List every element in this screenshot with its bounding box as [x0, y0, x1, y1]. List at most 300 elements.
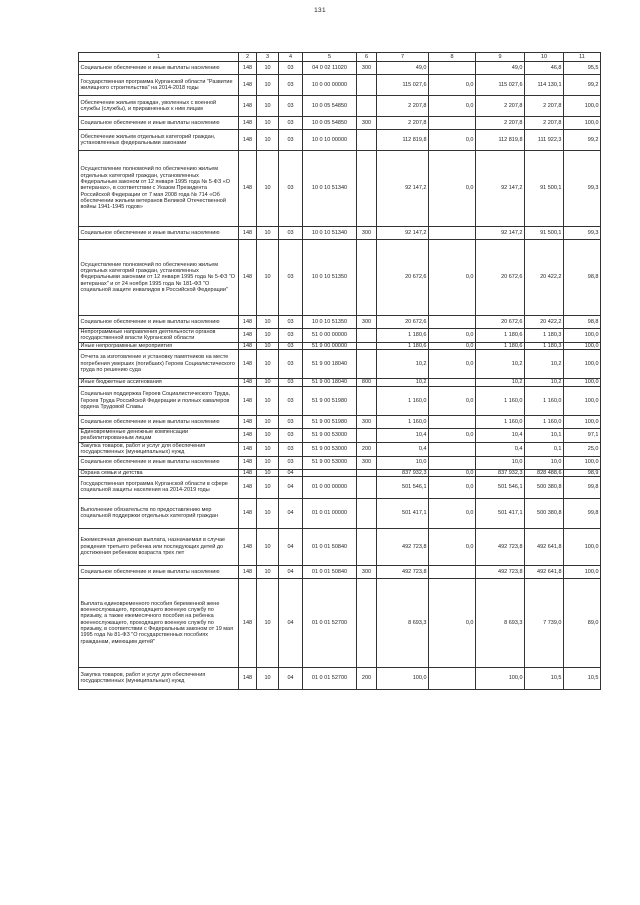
cell-col-5: 01 0 01 50840: [303, 528, 357, 565]
cell-col-3: 10: [257, 342, 279, 349]
cell-col-3: 10: [257, 75, 279, 96]
cell-col-10: 10,1: [525, 428, 564, 442]
cell-col-7: 112 819,8: [377, 130, 429, 151]
cell-col-8: 0,0: [429, 528, 476, 565]
cell-col-2: 148: [239, 130, 257, 151]
row-description: Охрана семьи и детства: [79, 469, 239, 476]
cell-col-9: 92 147,2: [476, 227, 525, 240]
cell-col-4: 03: [279, 75, 303, 96]
cell-col-9: 10,0: [476, 456, 525, 469]
table-row: [79, 498, 601, 528]
cell-col-10: 1 160,0: [525, 386, 564, 415]
cell-col-4: 03: [279, 329, 303, 343]
column-header: 4: [279, 53, 303, 62]
cell-col-5: 10 0 05 54850: [303, 96, 357, 117]
cell-col-11: 100,0: [564, 349, 601, 378]
cell-col-6: [357, 578, 377, 667]
cell-col-9: 10,2: [476, 378, 525, 386]
cell-col-2: 148: [239, 498, 257, 528]
table-row: [79, 329, 601, 343]
cell-col-4: 03: [279, 378, 303, 386]
cell-col-11: 99,3: [564, 151, 601, 227]
cell-col-6: [357, 386, 377, 415]
cell-col-9: 10,4: [476, 428, 525, 442]
cell-col-3: 10: [257, 151, 279, 227]
cell-col-7: 10,4: [377, 428, 429, 442]
cell-col-10: 7 739,0: [525, 578, 564, 667]
table-row: [79, 528, 601, 565]
cell-col-10: 1 180,3: [525, 329, 564, 343]
column-header: 1: [79, 53, 239, 62]
cell-col-2: 148: [239, 386, 257, 415]
row-description: Социальное обеспечение и иные выплаты населению: [79, 316, 239, 329]
cell-col-4: 03: [279, 428, 303, 442]
cell-col-5: 01 0 01 00000: [303, 498, 357, 528]
cell-col-5: 04 0 02 11020: [303, 62, 357, 75]
table-row: [79, 578, 601, 667]
cell-col-2: 148: [239, 442, 257, 456]
cell-col-7: 1 160,0: [377, 386, 429, 415]
cell-col-7: 92 147,2: [377, 227, 429, 240]
cell-col-3: 10: [257, 456, 279, 469]
cell-col-7: 492 723,8: [377, 528, 429, 565]
cell-col-9: 8 693,3: [476, 578, 525, 667]
cell-col-8: 0,0: [429, 349, 476, 378]
cell-col-2: 148: [239, 528, 257, 565]
cell-col-9: 1 160,0: [476, 415, 525, 428]
cell-col-11: 100,0: [564, 117, 601, 130]
cell-col-11: 98,8: [564, 316, 601, 329]
row-description: Обеспечение жильем отдельных категорий граждан, установленных федеральными законами: [79, 130, 239, 151]
cell-col-4: 04: [279, 469, 303, 476]
cell-col-11: 100,0: [564, 565, 601, 578]
row-description: Социальное обеспечение и иные выплаты населению: [79, 227, 239, 240]
cell-col-4: 03: [279, 415, 303, 428]
row-description: Иные бюджетные ассигнования: [79, 378, 239, 386]
cell-col-3: 10: [257, 667, 279, 689]
column-header: 11: [564, 53, 601, 62]
table-row: [79, 386, 601, 415]
cell-col-3: 10: [257, 117, 279, 130]
cell-col-8: 0,0: [429, 428, 476, 442]
cell-col-6: [357, 469, 377, 476]
cell-col-11: 100,0: [564, 96, 601, 117]
row-description: Государственная программа Курганской области в сфере социальной защиты населения на 2014-2019 годы: [79, 476, 239, 498]
cell-col-4: 04: [279, 565, 303, 578]
row-description: Закупка товаров, работ и услуг для обеспечения государственных (муниципальных) нужд: [79, 442, 239, 456]
cell-col-4: 03: [279, 117, 303, 130]
table-row: [79, 378, 601, 386]
cell-col-11: 100,0: [564, 528, 601, 565]
cell-col-2: 148: [239, 378, 257, 386]
row-description: Выполнение обязательств по предоставлению мер социальной поддержки отдельных категорий граждан: [79, 498, 239, 528]
cell-col-5: 10 0 00 00000: [303, 75, 357, 96]
cell-col-8: [429, 667, 476, 689]
cell-col-8: [429, 442, 476, 456]
cell-col-4: 03: [279, 342, 303, 349]
table-row: [79, 130, 601, 151]
table-body: [79, 53, 601, 690]
row-description: Иные непрограммные мероприятия: [79, 342, 239, 349]
cell-col-2: 148: [239, 342, 257, 349]
cell-col-3: 10: [257, 62, 279, 75]
cell-col-5: 10 0 10 51340: [303, 151, 357, 227]
cell-col-7: 49,0: [377, 62, 429, 75]
cell-col-8: 0,0: [429, 151, 476, 227]
cell-col-11: 100,0: [564, 415, 601, 428]
cell-col-10: 828 488,6: [525, 469, 564, 476]
cell-col-4: 04: [279, 498, 303, 528]
row-description: Ежемесячная денежная выплата, назначаемая в случае рождения третьего ребенка или последующих детей до достижения ребенком возраста трех лет: [79, 528, 239, 565]
table-row: [79, 469, 601, 476]
cell-col-7: 1 180,6: [377, 329, 429, 343]
table-row: [79, 349, 601, 378]
cell-col-2: 148: [239, 578, 257, 667]
cell-col-9: 837 932,3: [476, 469, 525, 476]
cell-col-10: 0,1: [525, 442, 564, 456]
cell-col-4: 03: [279, 240, 303, 316]
cell-col-6: [357, 342, 377, 349]
cell-col-11: 100,0: [564, 386, 601, 415]
cell-col-5: 01 0 01 52700: [303, 578, 357, 667]
cell-col-6: 800: [357, 378, 377, 386]
table-row: [79, 62, 601, 75]
cell-col-6: 200: [357, 442, 377, 456]
cell-col-11: 99,2: [564, 75, 601, 96]
cell-col-6: 300: [357, 456, 377, 469]
cell-col-4: 03: [279, 316, 303, 329]
row-description: Государственная программа Курганской области "Развитие жилищного строительства" на 2014-2018 годы: [79, 75, 239, 96]
cell-col-10: 492 641,8: [525, 565, 564, 578]
cell-col-9: 501 417,1: [476, 498, 525, 528]
cell-col-4: 04: [279, 528, 303, 565]
cell-col-9: 501 546,1: [476, 476, 525, 498]
row-description: Социальное обеспечение и иные выплаты населению: [79, 456, 239, 469]
cell-col-2: 148: [239, 240, 257, 316]
cell-col-3: 10: [257, 428, 279, 442]
cell-col-8: [429, 62, 476, 75]
cell-col-11: 10,5: [564, 667, 601, 689]
cell-col-8: [429, 456, 476, 469]
cell-col-9: 10,2: [476, 349, 525, 378]
cell-col-11: 98,9: [564, 469, 601, 476]
cell-col-4: 03: [279, 456, 303, 469]
cell-col-2: 148: [239, 62, 257, 75]
cell-col-9: 0,4: [476, 442, 525, 456]
table-row: [79, 565, 601, 578]
cell-col-3: 10: [257, 378, 279, 386]
cell-col-7: 1 180,6: [377, 342, 429, 349]
row-description: Непрограммные направления деятельности органов государственной власти Курганской области: [79, 329, 239, 343]
table-row: [79, 342, 601, 349]
cell-col-5: 51 9 00 18040: [303, 378, 357, 386]
cell-col-11: 97,1: [564, 428, 601, 442]
cell-col-5: 51 9 00 00000: [303, 342, 357, 349]
cell-col-6: [357, 428, 377, 442]
row-description: Обеспечение жильем граждан, уволенных с военной службы (службы), и приравненных к ним лицам: [79, 96, 239, 117]
row-description: Осуществление полномочий по обеспечению жильем отдельных категорий граждан, установленных Федеральными законами от 12 января 1995 года № 5-ФЗ "О ветеранах" и от 24 ноября 1995 года № 181-ФЗ "О социальной защите инвалидов в Российской Федерации": [79, 240, 239, 316]
cell-col-5: 51 9 00 53000: [303, 428, 357, 442]
cell-col-8: 0,0: [429, 469, 476, 476]
table-row: [79, 316, 601, 329]
cell-col-11: 99,3: [564, 227, 601, 240]
budget-table: [78, 52, 601, 690]
cell-col-6: [357, 75, 377, 96]
column-header: 10: [525, 53, 564, 62]
cell-col-6: 300: [357, 415, 377, 428]
cell-col-2: 148: [239, 456, 257, 469]
cell-col-6: [357, 96, 377, 117]
cell-col-5: [303, 469, 357, 476]
cell-col-7: 8 693,3: [377, 578, 429, 667]
cell-col-7: 2 207,8: [377, 117, 429, 130]
cell-col-10: 500 380,8: [525, 498, 564, 528]
cell-col-3: 10: [257, 442, 279, 456]
row-description: Отчета за изготовление и установку памятников на месте погребения умерших (погибших) Героев Социалистического труда по решению суда: [79, 349, 239, 378]
cell-col-2: 148: [239, 117, 257, 130]
cell-col-2: 148: [239, 329, 257, 343]
cell-col-8: 0,0: [429, 329, 476, 343]
cell-col-2: 148: [239, 349, 257, 378]
table-row: [79, 442, 601, 456]
cell-col-9: 100,0: [476, 667, 525, 689]
cell-col-3: 10: [257, 386, 279, 415]
cell-col-9: 20 672,6: [476, 316, 525, 329]
cell-col-10: 20 422,2: [525, 240, 564, 316]
cell-col-6: 300: [357, 316, 377, 329]
cell-col-3: 10: [257, 476, 279, 498]
cell-col-8: 0,0: [429, 130, 476, 151]
cell-col-8: 0,0: [429, 476, 476, 498]
cell-col-9: 49,0: [476, 62, 525, 75]
cell-col-2: 148: [239, 476, 257, 498]
cell-col-4: 03: [279, 62, 303, 75]
cell-col-5: 01 0 00 00000: [303, 476, 357, 498]
header-row: [79, 53, 601, 62]
cell-col-3: 10: [257, 578, 279, 667]
cell-col-6: [357, 349, 377, 378]
cell-col-2: 148: [239, 565, 257, 578]
cell-col-11: 89,0: [564, 578, 601, 667]
cell-col-5: 01 0 01 52700: [303, 667, 357, 689]
row-description: Социальная поддержка Героев Социалистического Труда, Героев Труда Российской Федерации и полных кавалеров ордена Трудовой Славы: [79, 386, 239, 415]
cell-col-6: 300: [357, 117, 377, 130]
cell-col-4: 03: [279, 151, 303, 227]
cell-col-2: 148: [239, 415, 257, 428]
cell-col-8: 0,0: [429, 96, 476, 117]
cell-col-8: 0,0: [429, 578, 476, 667]
cell-col-2: 148: [239, 469, 257, 476]
cell-col-8: [429, 227, 476, 240]
cell-col-10: 1 160,0: [525, 415, 564, 428]
cell-col-5: 51 0 00 00000: [303, 329, 357, 343]
row-description: Социальное обеспечение и иные выплаты населению: [79, 415, 239, 428]
cell-col-4: 03: [279, 96, 303, 117]
table-row: [79, 456, 601, 469]
cell-col-11: 98,8: [564, 240, 601, 316]
cell-col-5: 10 0 10 51340: [303, 227, 357, 240]
cell-col-2: 148: [239, 667, 257, 689]
cell-col-5: 51 9 00 18040: [303, 349, 357, 378]
cell-col-11: 100,0: [564, 342, 601, 349]
cell-col-11: 100,0: [564, 329, 601, 343]
column-header: 3: [257, 53, 279, 62]
table-row: [79, 667, 601, 689]
cell-col-3: 10: [257, 227, 279, 240]
cell-col-3: 10: [257, 349, 279, 378]
cell-col-2: 148: [239, 96, 257, 117]
cell-col-11: 25,0: [564, 442, 601, 456]
cell-col-7: 2 207,8: [377, 96, 429, 117]
cell-col-9: 1 180,6: [476, 329, 525, 343]
cell-col-9: 492 723,8: [476, 565, 525, 578]
cell-col-8: [429, 316, 476, 329]
cell-col-9: 1 160,0: [476, 386, 525, 415]
cell-col-5: 10 0 10 51350: [303, 240, 357, 316]
cell-col-9: 2 207,8: [476, 96, 525, 117]
cell-col-5: 51 9 00 51980: [303, 386, 357, 415]
cell-col-4: 04: [279, 667, 303, 689]
cell-col-10: 46,8: [525, 62, 564, 75]
cell-col-7: 115 027,6: [377, 75, 429, 96]
cell-col-3: 10: [257, 329, 279, 343]
page-number: 131: [314, 7, 326, 14]
column-header: 2: [239, 53, 257, 62]
cell-col-10: 1 180,3: [525, 342, 564, 349]
cell-col-4: 03: [279, 227, 303, 240]
cell-col-7: 20 672,6: [377, 240, 429, 316]
table-row: [79, 75, 601, 96]
cell-col-6: [357, 151, 377, 227]
row-description: Закупка товаров, работ и услуг для обеспечения государственных (муниципальных) нужд: [79, 667, 239, 689]
cell-col-3: 10: [257, 498, 279, 528]
cell-col-10: 2 207,8: [525, 96, 564, 117]
row-description: Выплата единовременного пособия беременной жене военнослужащего, проходящего военную службу по призыву, а также ежемесячного пособия на ребенка военнослужащего, проходящего военную службу по призыву, в соответствии с Федеральным законом от 19 мая 1995 года № 81-ФЗ "О государственных пособиях гражданам, имеющим детей": [79, 578, 239, 667]
cell-col-7: 1 160,0: [377, 415, 429, 428]
table-row: [79, 476, 601, 498]
column-header: 8: [429, 53, 476, 62]
cell-col-5: 10 0 10 51350: [303, 316, 357, 329]
cell-col-7: 92 147,2: [377, 151, 429, 227]
cell-col-9: 112 819,8: [476, 130, 525, 151]
table-row: [79, 240, 601, 316]
cell-col-6: 200: [357, 667, 377, 689]
cell-col-5: 51 9 00 53000: [303, 456, 357, 469]
cell-col-10: 2 207,8: [525, 117, 564, 130]
table-row: [79, 415, 601, 428]
table-row: [79, 117, 601, 130]
cell-col-9: 492 723,8: [476, 528, 525, 565]
cell-col-11: 99,8: [564, 476, 601, 498]
cell-col-8: 0,0: [429, 386, 476, 415]
cell-col-4: 03: [279, 442, 303, 456]
cell-col-5: 10 0 10 00000: [303, 130, 357, 151]
table-row: [79, 428, 601, 442]
cell-col-3: 10: [257, 316, 279, 329]
cell-col-5: 01 0 01 50840: [303, 565, 357, 578]
cell-col-6: [357, 130, 377, 151]
cell-col-2: 148: [239, 75, 257, 96]
cell-col-10: 492 641,8: [525, 528, 564, 565]
cell-col-6: [357, 528, 377, 565]
cell-col-11: 99,2: [564, 130, 601, 151]
cell-col-3: 10: [257, 565, 279, 578]
cell-col-11: 95,5: [564, 62, 601, 75]
cell-col-4: 03: [279, 386, 303, 415]
cell-col-10: 91 500,1: [525, 227, 564, 240]
cell-col-10: 10,2: [525, 378, 564, 386]
cell-col-5: 51 9 00 53000: [303, 442, 357, 456]
cell-col-7: 501 417,1: [377, 498, 429, 528]
cell-col-10: 114 130,1: [525, 75, 564, 96]
cell-col-3: 10: [257, 240, 279, 316]
cell-col-7: 20 672,6: [377, 316, 429, 329]
cell-col-9: 20 672,6: [476, 240, 525, 316]
cell-col-7: 10,0: [377, 456, 429, 469]
cell-col-9: 2 207,8: [476, 117, 525, 130]
cell-col-10: 10,5: [525, 667, 564, 689]
row-description: Социальное обеспечение и иные выплаты населению: [79, 62, 239, 75]
cell-col-6: [357, 498, 377, 528]
cell-col-7: 10,2: [377, 378, 429, 386]
cell-col-6: [357, 329, 377, 343]
cell-col-4: 04: [279, 578, 303, 667]
cell-col-5: 10 0 05 54850: [303, 117, 357, 130]
cell-col-7: 0,4: [377, 442, 429, 456]
cell-col-8: [429, 415, 476, 428]
cell-col-8: 0,0: [429, 342, 476, 349]
cell-col-6: [357, 240, 377, 316]
column-header: 6: [357, 53, 377, 62]
cell-col-11: 99,8: [564, 498, 601, 528]
cell-col-11: 100,0: [564, 378, 601, 386]
cell-col-2: 148: [239, 151, 257, 227]
cell-col-2: 148: [239, 428, 257, 442]
cell-col-6: [357, 476, 377, 498]
column-header: 5: [303, 53, 357, 62]
cell-col-4: 03: [279, 130, 303, 151]
cell-col-7: 492 723,8: [377, 565, 429, 578]
cell-col-8: [429, 378, 476, 386]
cell-col-9: 92 147,2: [476, 151, 525, 227]
cell-col-3: 10: [257, 130, 279, 151]
row-description: Социальное обеспечение и иные выплаты населению: [79, 565, 239, 578]
cell-col-3: 10: [257, 415, 279, 428]
row-description: Осуществление полномочий по обеспечению жильем отдельных категорий граждан, установленных Федеральным законом от 12 января 1995 года № 5-ФЗ «О ветеранах», в соответствии с Указом Президента Российской Федерации от 7 мая 2008 года № 714 «Об обеспечении жильем ветеранов Великой Отечественной войны 1941-1945 годов»: [79, 151, 239, 227]
column-header: 9: [476, 53, 525, 62]
cell-col-11: 100,0: [564, 456, 601, 469]
cell-col-7: 10,2: [377, 349, 429, 378]
cell-col-5: 51 9 00 51980: [303, 415, 357, 428]
cell-col-3: 10: [257, 469, 279, 476]
cell-col-8: 0,0: [429, 240, 476, 316]
row-description: Единовременные денежные компенсации реабилитированным лицам: [79, 428, 239, 442]
cell-col-9: 1 180,6: [476, 342, 525, 349]
cell-col-3: 10: [257, 528, 279, 565]
cell-col-10: 10,2: [525, 349, 564, 378]
cell-col-7: 837 932,3: [377, 469, 429, 476]
cell-col-8: [429, 117, 476, 130]
table-row: [79, 96, 601, 117]
cell-col-10: 111 922,3: [525, 130, 564, 151]
column-header: 7: [377, 53, 429, 62]
cell-col-9: 115 027,6: [476, 75, 525, 96]
cell-col-6: 300: [357, 62, 377, 75]
cell-col-10: 500 380,8: [525, 476, 564, 498]
cell-col-2: 148: [239, 227, 257, 240]
cell-col-4: 04: [279, 476, 303, 498]
cell-col-10: 10,0: [525, 456, 564, 469]
